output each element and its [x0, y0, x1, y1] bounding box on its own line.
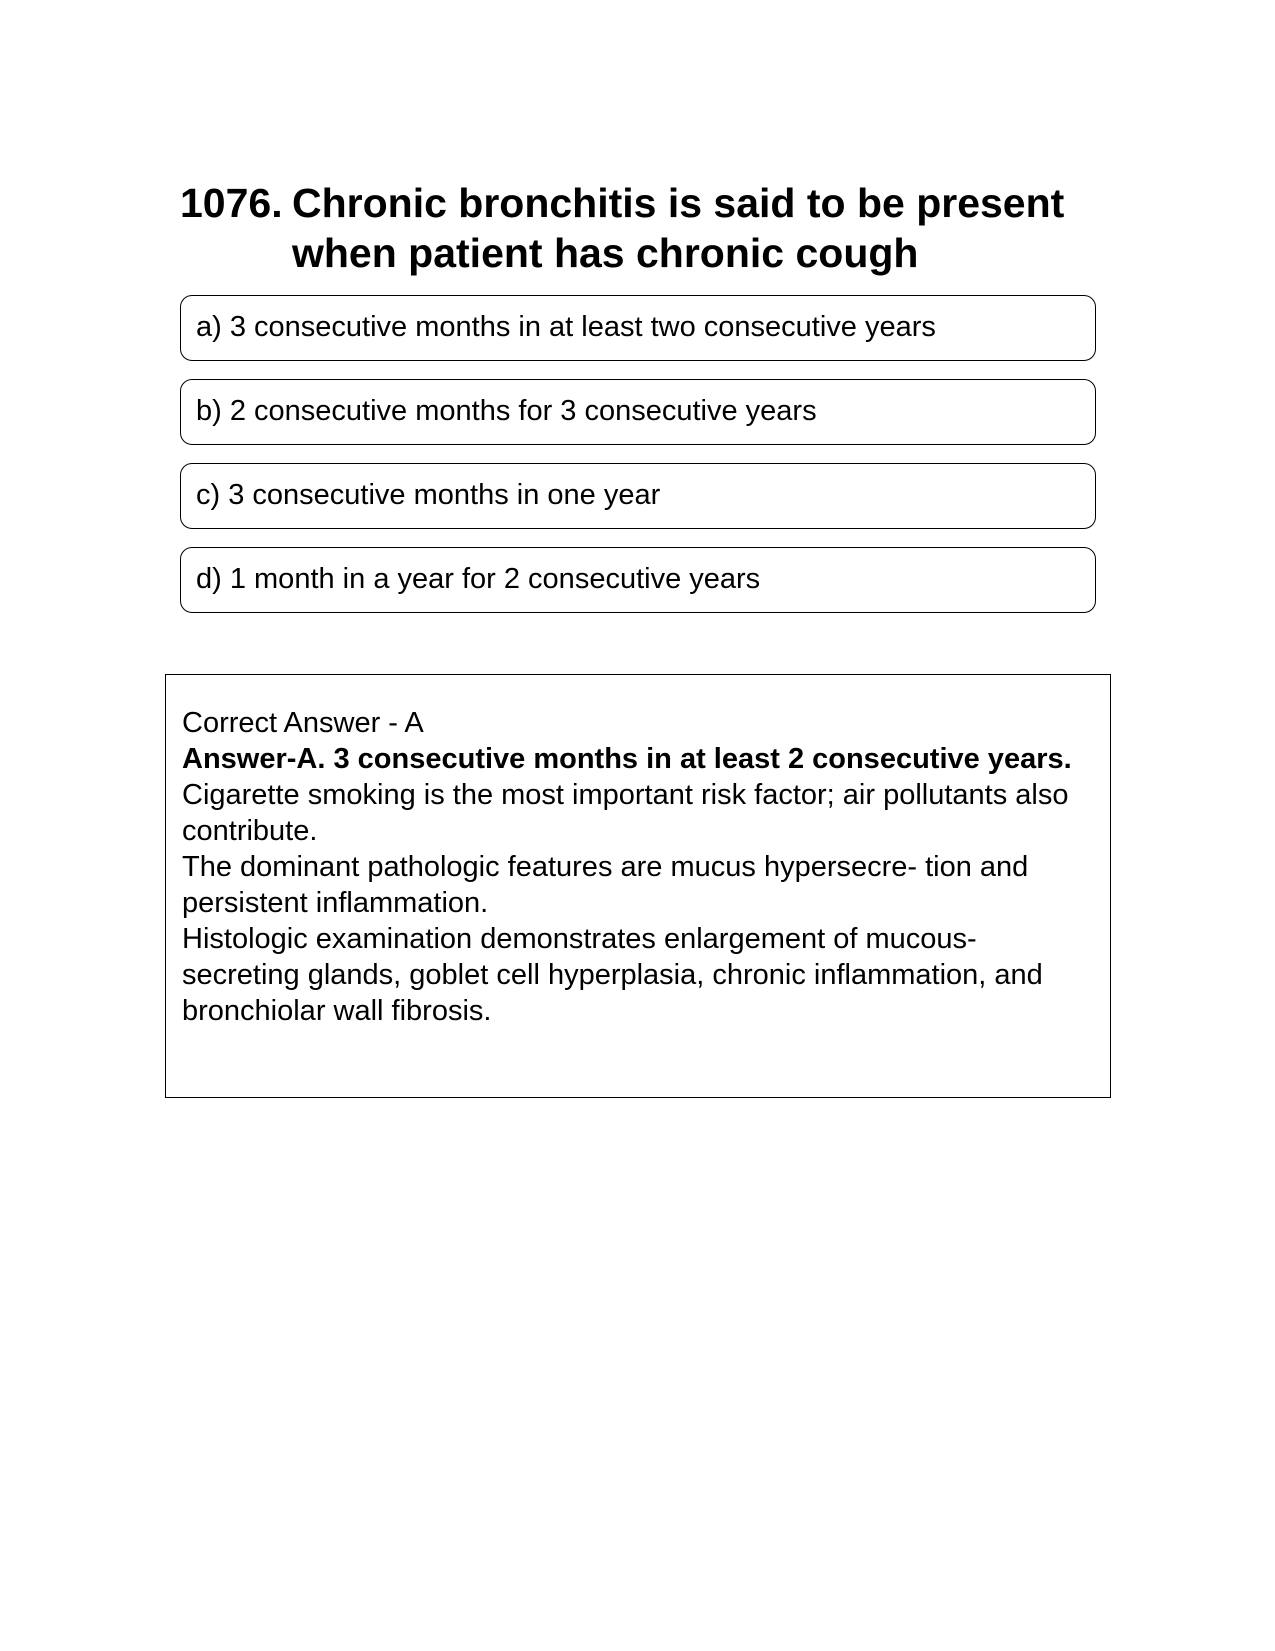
- option-a[interactable]: a) 3 consecutive months in at least two consecutive years: [180, 295, 1096, 361]
- answer-explanation-box: [165, 674, 1111, 1098]
- explanation-paragraph: The dominant pathologic features are mucus hypersecre- tion and persistent inflammation.: [182, 851, 1029, 919]
- option-c[interactable]: c) 3 consecutive months in one year: [180, 463, 1096, 529]
- option-b[interactable]: b) 2 consecutive months for 3 consecutive years: [180, 379, 1096, 445]
- explanation-paragraph: Histologic examination demonstrates enlargement of mucous-secreting glands, goblet cell hyperplasia, chronic inflammation, and bronchiolar wall fibrosis.: [182, 923, 1043, 1027]
- question-heading: [180, 178, 1100, 278]
- answer-heading: Answer-A. 3 consecutive months in at least 2 consecutive years.: [182, 743, 1072, 775]
- option-d[interactable]: d) 1 month in a year for 2 consecutive years: [180, 547, 1096, 613]
- question-text: Chronic bronchitis is said to be present when patient has chronic cough: [292, 180, 1065, 276]
- correct-answer-line: Correct Answer - A: [182, 707, 424, 739]
- question-number: 1076.: [180, 180, 283, 226]
- explanation-paragraph: Cigarette smoking is the most important risk factor; air pollutants also contribute.: [182, 779, 1069, 847]
